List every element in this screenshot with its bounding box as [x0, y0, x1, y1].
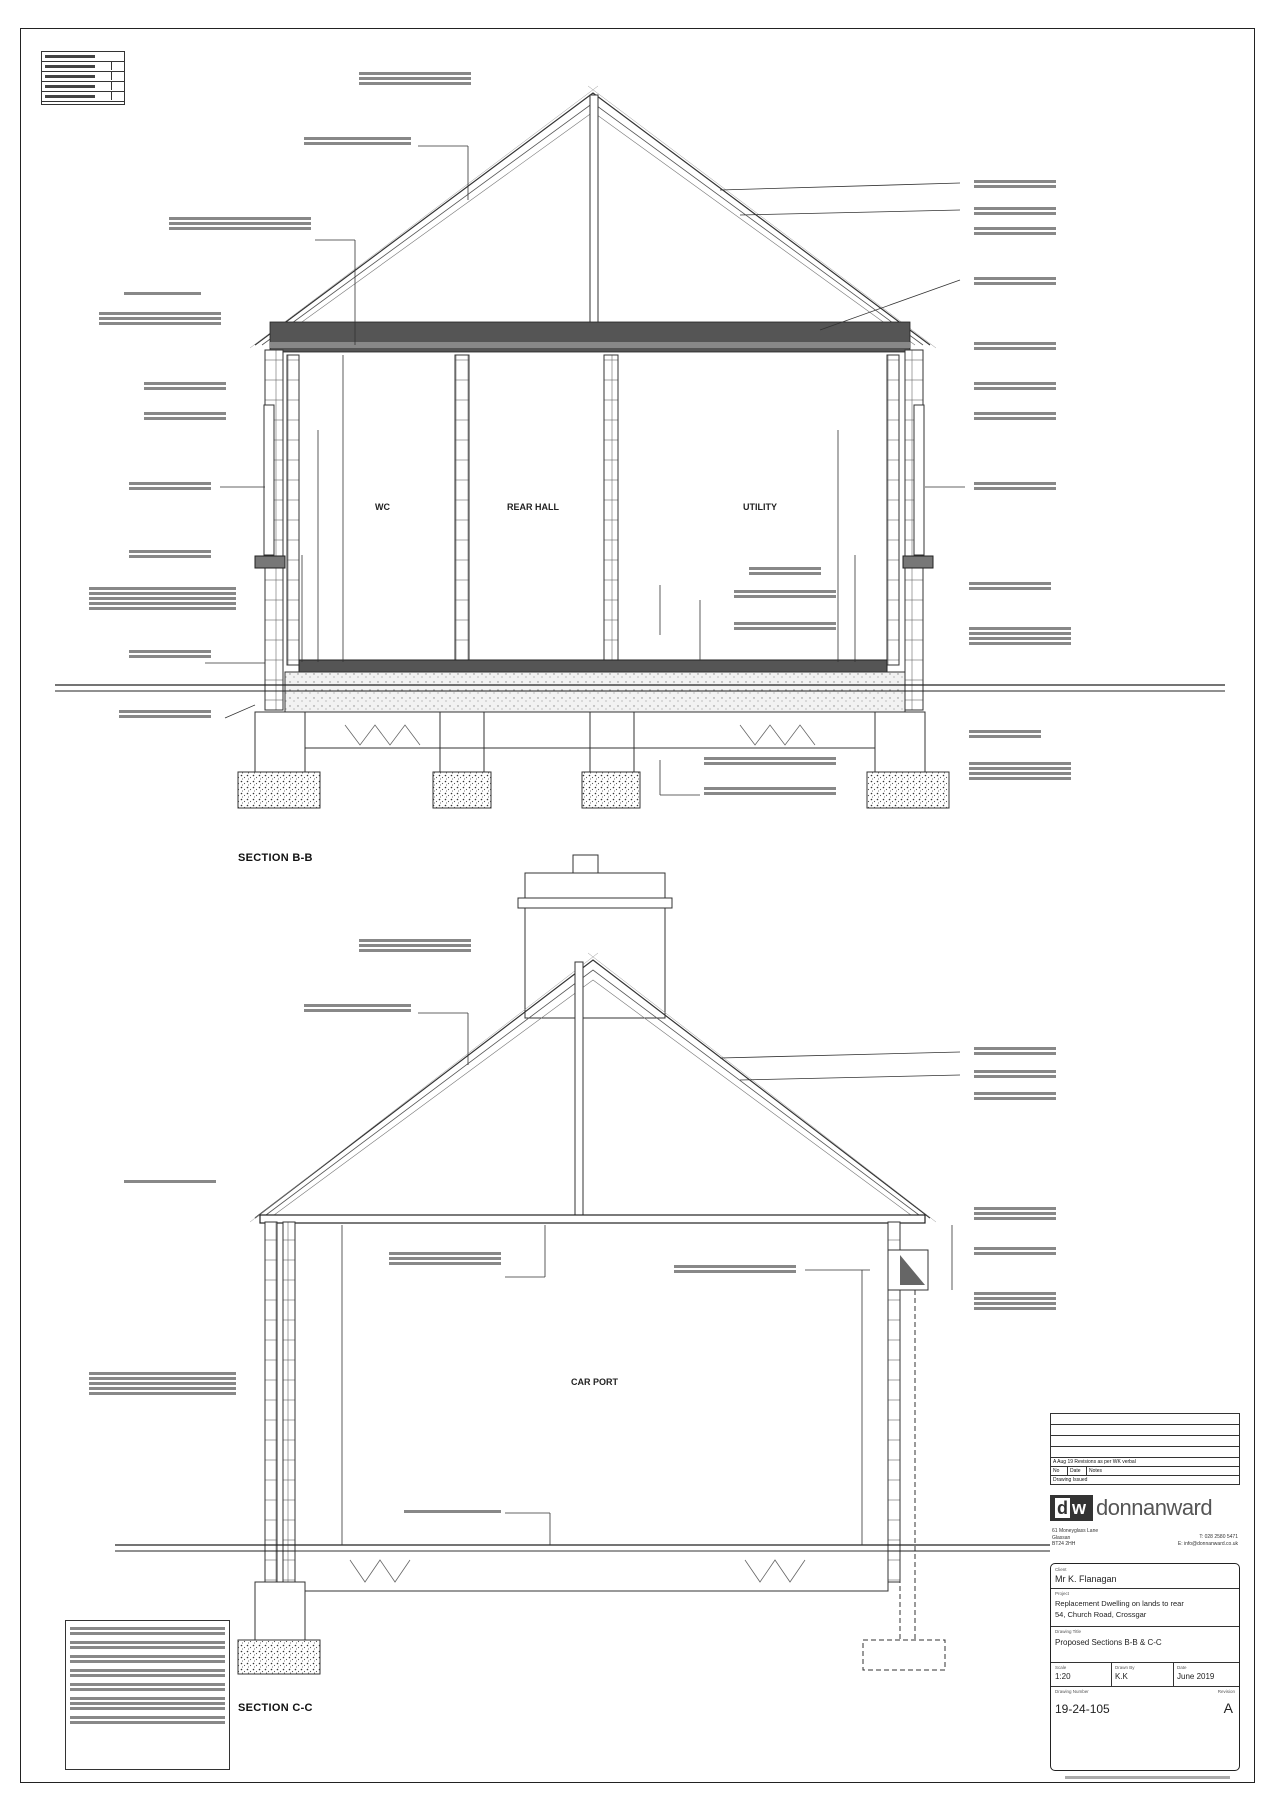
- revision-row: A Aug 19 Revisions as per WK verbal: [1051, 1458, 1240, 1467]
- revision-table: [1050, 1413, 1240, 1485]
- annotation: [125, 548, 215, 560]
- address-line: BT24 2HH: [1052, 1541, 1076, 1547]
- annotation: [730, 620, 840, 632]
- annotation: [300, 1002, 415, 1014]
- annotation: [970, 380, 1060, 392]
- logo-letter-d: d: [1057, 1498, 1068, 1518]
- annotation: [970, 1205, 1060, 1222]
- annotation: [965, 580, 1055, 592]
- annotation: [965, 625, 1075, 647]
- annotation: [970, 1290, 1060, 1312]
- section-c-c: [115, 855, 1050, 1674]
- revision-header-date: Date: [1068, 1467, 1087, 1476]
- annotation: [385, 1250, 505, 1267]
- scale-value: 1:20: [1055, 1672, 1071, 1681]
- general-notes: [65, 1620, 230, 1770]
- annotation: [355, 937, 475, 954]
- room-label-rear-hall: REAR HALL: [507, 502, 559, 512]
- date-label: Date: [1177, 1665, 1187, 1670]
- annotation: [400, 1508, 505, 1515]
- room-label-car-port: CAR PORT: [571, 1377, 618, 1387]
- annotation: [355, 70, 475, 87]
- drawn-label: Drawn By: [1115, 1665, 1135, 1670]
- drawing-title: Proposed Sections B-B & C-C: [1055, 1638, 1162, 1647]
- phone: T: 028 2580 5471: [1199, 1534, 1238, 1540]
- section-title-c-c: SECTION C-C: [238, 1702, 313, 1714]
- revision-header-no: No: [1051, 1467, 1068, 1476]
- annotation: [125, 480, 215, 492]
- address-line: Glassan: [1052, 1534, 1071, 1541]
- annotation: [165, 215, 315, 232]
- company-logo: [1050, 1493, 1240, 1523]
- drawing-title-label: Drawing Title: [1055, 1629, 1082, 1634]
- drawn-value: K.K: [1115, 1672, 1128, 1681]
- title-block: [1050, 1413, 1240, 1773]
- annotation: [970, 225, 1060, 237]
- annotation: [970, 205, 1060, 217]
- annotation: [970, 340, 1060, 352]
- revision-header-notes: Notes: [1087, 1467, 1240, 1476]
- annotation: [970, 1045, 1060, 1057]
- project-info: [1050, 1563, 1240, 1771]
- annotation: [970, 410, 1060, 422]
- annotation: [140, 380, 230, 392]
- scale-label: Scale: [1055, 1665, 1067, 1670]
- address-line: 61 Moneyglass Lane: [1052, 1528, 1099, 1534]
- client-name: Mr K. Flanagan: [1055, 1574, 1117, 1584]
- annotation: [970, 178, 1060, 190]
- logo-mark: [1050, 1495, 1093, 1521]
- room-label-wc: WC: [375, 502, 390, 512]
- drawing-number: 19-24-105: [1055, 1702, 1110, 1716]
- drawing-number-label: Drawing Number: [1055, 1689, 1089, 1694]
- annotation: [965, 728, 1045, 740]
- annotation: [700, 785, 840, 797]
- client-label: Client: [1055, 1567, 1067, 1572]
- revision-value: A: [1223, 1700, 1233, 1716]
- annotation: [730, 588, 840, 600]
- annotation: [970, 1090, 1060, 1102]
- logo-letter-w: w: [1072, 1498, 1087, 1518]
- annotation: [745, 565, 825, 577]
- annotation: [970, 275, 1060, 287]
- annotation: [965, 760, 1075, 782]
- annotation: [95, 310, 225, 327]
- project-line: Replacement Dwelling on lands to rear: [1055, 1599, 1184, 1608]
- project-label: Project: [1055, 1591, 1070, 1596]
- room-label-utility: UTILITY: [743, 502, 777, 512]
- annotation: [125, 648, 215, 660]
- section-b-b: [55, 86, 1225, 808]
- email: E: info@donnanward.co.uk: [1177, 1540, 1238, 1547]
- annotation: [970, 1245, 1060, 1257]
- annotation: [120, 1178, 220, 1185]
- revision-label: Revision: [1217, 1689, 1235, 1694]
- annotation: [700, 755, 840, 767]
- company-address: [1052, 1528, 1238, 1548]
- section-title-b-b: SECTION B-B: [238, 852, 313, 864]
- annotation: [670, 1263, 800, 1275]
- project-line: 54, Church Road, Crossgar: [1055, 1610, 1147, 1619]
- annotation: [120, 290, 205, 297]
- company-name: donnanward: [1096, 1495, 1213, 1520]
- annotation: [85, 585, 240, 612]
- annotation: [300, 135, 415, 147]
- annotation: [970, 1068, 1060, 1080]
- footer-fine-print: [1065, 1776, 1230, 1779]
- annotation: [970, 480, 1060, 492]
- annotation: [140, 410, 230, 422]
- drawing-status: Drawing Issued: [1051, 1476, 1240, 1485]
- date-value: June 2019: [1177, 1672, 1215, 1681]
- annotation: [115, 708, 215, 720]
- annotation: [85, 1370, 240, 1397]
